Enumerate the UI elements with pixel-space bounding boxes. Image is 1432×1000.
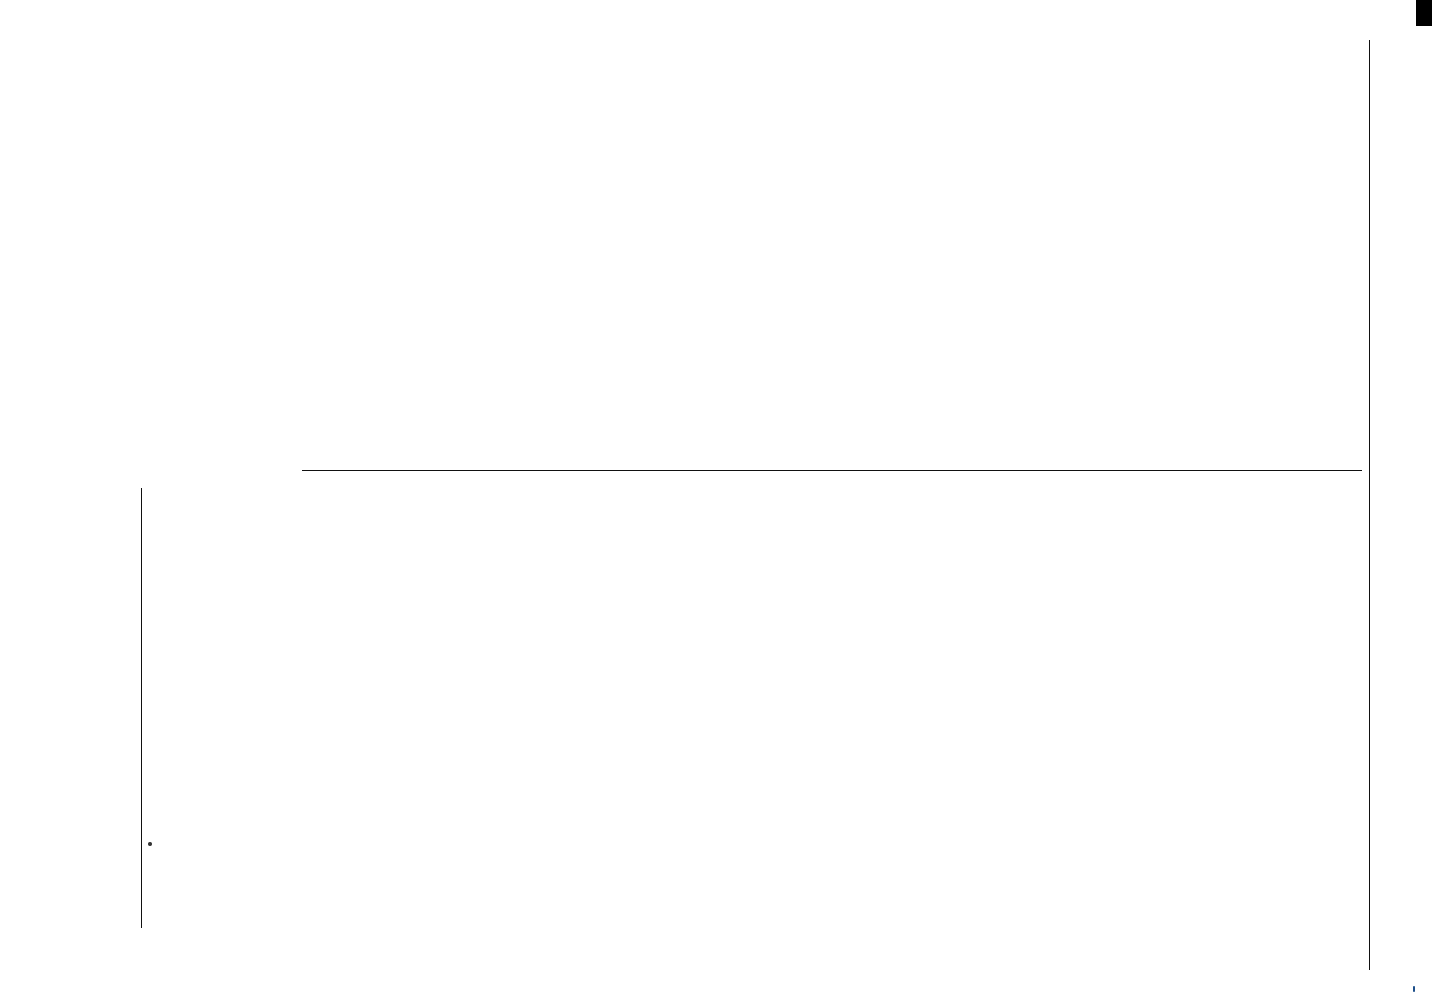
scan-speck	[148, 842, 152, 846]
running-head	[1372, 40, 1406, 970]
publisher-footer	[137, 488, 142, 928]
digitization-note	[1413, 986, 1415, 996]
dfg-logo	[1413, 986, 1415, 992]
column-divider	[302, 470, 1362, 471]
header-rule	[1369, 40, 1370, 970]
scan-artifact	[1416, 0, 1432, 26]
